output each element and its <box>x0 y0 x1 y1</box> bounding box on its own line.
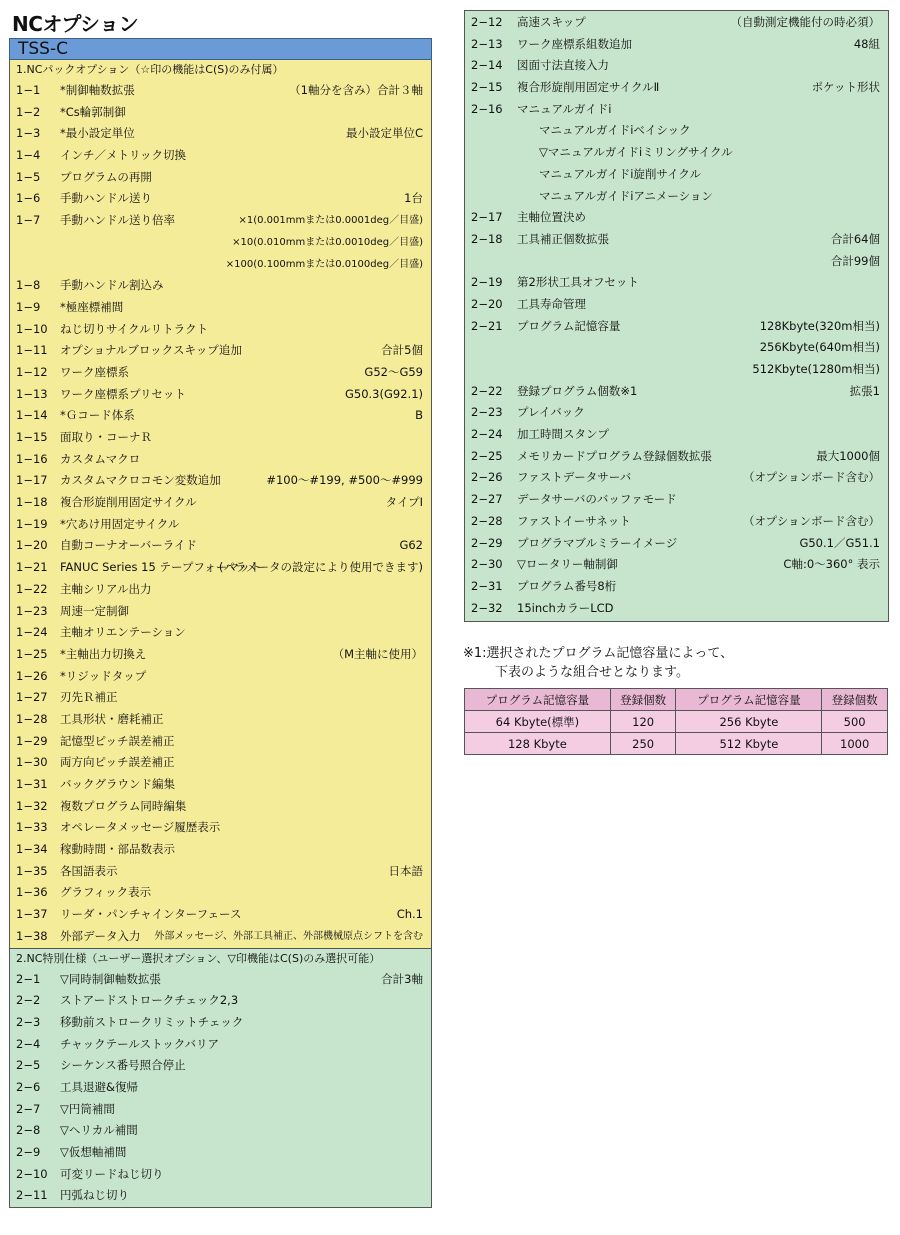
item-label: *主軸出力切換え <box>60 646 147 661</box>
item-number: 2−22 <box>471 383 503 398</box>
item-label: プログラマブルミラーイメージ <box>517 535 678 550</box>
table-row <box>465 711 888 733</box>
list-item <box>10 362 431 384</box>
item-value: 合計99個 <box>830 253 880 268</box>
item-label: *制御軸数拡張 <box>60 83 135 97</box>
list-item <box>10 470 431 492</box>
list-item <box>10 319 431 341</box>
item-label: カスタムマクロ <box>60 451 141 466</box>
list-item <box>465 554 888 576</box>
item-label: 加工時間スタンプ <box>517 427 609 442</box>
item-number: 1−8 <box>16 278 41 293</box>
item-number: 2−23 <box>471 405 503 420</box>
table-cell: 120 <box>610 711 676 733</box>
item-label: *リジッドタップ <box>60 668 147 683</box>
item-number: 1−5 <box>16 169 41 184</box>
item-label: 15inchカラーLCD <box>517 600 614 615</box>
program-capacity-table <box>464 688 888 755</box>
list-item <box>10 80 431 102</box>
list-item <box>465 142 888 164</box>
item-value: 外部メッセージ、外部工具補正、外部機械原点シフトを含む <box>154 930 423 942</box>
item-number: 2−24 <box>471 427 503 442</box>
item-value: （オプションボード含む） <box>743 470 880 485</box>
item-value: ×100(0.100mmまたは0.0100deg／目盛) <box>225 258 423 270</box>
list-item <box>465 207 888 229</box>
list-item <box>465 511 888 533</box>
table-cell: 256 Kbyte <box>676 711 822 733</box>
item-label: ▽円筒補間 <box>60 1101 115 1116</box>
list-item <box>10 1055 431 1077</box>
item-number: 2−4 <box>16 1036 41 1051</box>
item-label: ▽ロータリー軸制御 <box>517 557 618 572</box>
item-number: 2−31 <box>471 578 503 593</box>
item-value: Ch.1 <box>396 907 423 922</box>
item-number: 1−25 <box>16 646 48 661</box>
item-number: 1−23 <box>16 603 48 618</box>
item-label: マニュアルガイドiアニメーション <box>539 188 713 203</box>
table-cell: 250 <box>610 733 676 755</box>
list-item <box>465 272 888 294</box>
item-value: G52〜G59 <box>364 364 423 379</box>
item-number: 2−19 <box>471 275 503 290</box>
nc-special-spec-list-left <box>10 969 431 1208</box>
list-item <box>10 1077 431 1099</box>
item-number: 2−3 <box>16 1014 41 1029</box>
item-value: C軸:0〜360° 表示 <box>783 557 880 572</box>
item-number: 1−21 <box>16 560 48 575</box>
list-item <box>10 340 431 362</box>
item-value: 日本語 <box>388 863 423 878</box>
nc-special-spec-list-right <box>465 12 888 619</box>
item-value: 合計5個 <box>381 343 423 358</box>
item-label: ▽同時制御軸数拡張 <box>60 971 161 986</box>
item-label: 複合形旋削用固定サイクル <box>60 495 197 510</box>
list-item <box>465 467 888 489</box>
item-value: タイプⅠ <box>385 495 423 510</box>
list-item <box>10 579 431 601</box>
item-number: 2−5 <box>16 1058 41 1073</box>
left-column <box>9 38 432 1208</box>
item-number: 1−15 <box>16 430 48 444</box>
item-number: 1−24 <box>16 625 48 640</box>
page-title: NCオプション <box>12 12 139 36</box>
item-label: 面取り・コーナＲ <box>60 430 152 444</box>
table-row <box>465 733 888 755</box>
item-label: チャックテールストックバリア <box>60 1036 220 1051</box>
item-number: 2−18 <box>471 231 503 246</box>
item-value: 256Kbyte(640m相当) <box>759 340 880 355</box>
item-number: 1−20 <box>16 538 48 553</box>
item-number: 1−1 <box>16 83 41 97</box>
list-item <box>465 55 888 77</box>
footnote <box>463 644 733 682</box>
item-number: 1−14 <box>16 408 48 423</box>
item-value: 最大1000個 <box>816 448 880 463</box>
item-number: 2−17 <box>471 210 503 225</box>
item-label: 複数プログラム同時編集 <box>60 798 187 813</box>
item-number: 2−14 <box>471 58 503 73</box>
table-cell: 64 Kbyte(標準) <box>465 711 611 733</box>
list-item <box>10 210 431 232</box>
item-label: プレイバック <box>517 405 585 420</box>
item-label: プログラム番号8桁 <box>517 578 617 593</box>
list-item <box>465 576 888 598</box>
list-item <box>10 492 431 514</box>
nc-pack-options-title: 1.NCパックオプション（☆印の機能はC(S)のみ付属） <box>16 63 284 76</box>
item-number: 2−32 <box>471 600 503 615</box>
item-number: 2−21 <box>471 318 503 333</box>
footnote-line-2: 下表のような組合せとなります。 <box>495 665 689 680</box>
item-number: 1−36 <box>16 885 48 900</box>
item-value: G62 <box>399 538 423 553</box>
item-label: 手動ハンドル送り <box>60 191 152 206</box>
item-label: 可変リードねじ切り <box>60 1166 164 1181</box>
list-item <box>465 446 888 468</box>
list-item <box>10 687 431 709</box>
item-value: （自動測定機能付の時必須） <box>730 15 880 29</box>
footnote-line-1: ※1:選択されたプログラム記憶容量によって、 <box>463 646 734 661</box>
section-header: TSS-C <box>9 38 432 60</box>
list-item <box>10 1164 431 1186</box>
list-item <box>465 598 888 620</box>
item-number: 1−38 <box>16 928 48 943</box>
item-number: 1−9 <box>16 299 41 314</box>
list-item <box>10 557 431 579</box>
item-value: 合計3軸 <box>381 971 423 986</box>
list-item <box>10 709 431 731</box>
item-value: 1台 <box>404 191 423 206</box>
item-value: 48組 <box>853 36 880 51</box>
item-value: 合計64個 <box>830 231 880 246</box>
item-number: 1−18 <box>16 495 48 510</box>
item-label: オプショナルブロックスキップ追加 <box>60 343 242 358</box>
item-label: マニュアルガイドi旋削サイクル <box>539 166 702 181</box>
list-item <box>10 1012 431 1034</box>
item-label: 記憶型ピッチ誤差補正 <box>60 733 175 748</box>
item-number: 2−11 <box>16 1188 48 1203</box>
item-label: 図面寸法直接入力 <box>517 58 609 73</box>
list-item <box>10 188 431 210</box>
item-number: 1−2 <box>16 104 41 119</box>
item-label: 複合形旋削用固定サイクルⅡ <box>517 80 660 95</box>
table-cell: 1000 <box>822 733 888 755</box>
item-label: 手動ハンドル割込み <box>60 278 164 293</box>
item-label: 稼動時間・部品数表示 <box>60 842 175 857</box>
item-number: 2−13 <box>471 36 503 51</box>
list-item <box>10 926 431 948</box>
item-value: 128Kbyte(320m相当) <box>759 318 880 333</box>
item-label: プログラムの再開 <box>60 169 152 184</box>
list-item <box>10 666 431 688</box>
list-item <box>10 102 431 124</box>
list-item <box>10 384 431 406</box>
item-value: （M主軸に使用） <box>332 646 423 661</box>
item-label: マニュアルガイドi <box>517 101 612 116</box>
item-number: 1−37 <box>16 907 48 922</box>
list-item <box>10 1099 431 1121</box>
nc-pack-options-panel <box>9 60 432 949</box>
item-number: 2−10 <box>16 1166 48 1181</box>
list-item <box>465 186 888 208</box>
item-label: ▽仮想軸補間 <box>60 1145 127 1159</box>
list-item <box>10 990 431 1012</box>
item-label: ファストイーサネット <box>517 513 631 528</box>
right-column <box>464 10 889 622</box>
item-number: 1−32 <box>16 798 48 813</box>
item-label: カスタムマクロコモン変数追加 <box>60 473 221 488</box>
list-item <box>465 99 888 121</box>
item-number: 2−20 <box>471 296 503 311</box>
list-item <box>465 12 888 34</box>
item-number: 2−27 <box>471 492 503 507</box>
list-item <box>10 861 431 883</box>
item-value: （オプションボード含む） <box>743 513 880 528</box>
item-label: *Cs輪郭制御 <box>60 104 126 119</box>
item-label: 自動コーナオーバーライド <box>60 538 197 553</box>
list-item <box>465 164 888 186</box>
item-label: *Ｇコード体系 <box>60 408 135 423</box>
list-item <box>465 533 888 555</box>
list-item <box>10 601 431 623</box>
item-label: オペレータメッセージ履歴表示 <box>60 820 221 835</box>
list-item <box>10 535 431 557</box>
item-number: 1−4 <box>16 148 41 163</box>
item-label: 刃先Ｒ補正 <box>60 690 118 705</box>
item-label: *最小設定単位 <box>60 126 135 141</box>
item-label: 手動ハンドル送り倍率 <box>60 213 175 228</box>
list-item <box>10 1034 431 1056</box>
list-item <box>465 294 888 316</box>
table-cell: 500 <box>822 711 888 733</box>
table-cell: 512 Kbyte <box>676 733 822 755</box>
item-value: #100〜#199, #500〜#999 <box>266 473 423 488</box>
item-number: 1−19 <box>16 516 48 531</box>
item-label: ワーク座標系組数追加 <box>517 36 632 51</box>
item-number: 1−26 <box>16 668 48 683</box>
header-cell: プログラム記憶容量 <box>676 689 822 711</box>
item-number: 1−10 <box>16 321 48 336</box>
item-number: 2−12 <box>471 15 503 29</box>
item-label: ストアードストロークチェック2,3 <box>60 993 239 1008</box>
item-value: 最小設定単位C <box>345 126 423 141</box>
list-item <box>465 489 888 511</box>
list-item <box>465 337 888 359</box>
item-value: G50.3(G92.1) <box>344 386 423 401</box>
list-item <box>465 381 888 403</box>
item-label: 第2形状工具オフセット <box>517 275 639 290</box>
list-item <box>465 424 888 446</box>
list-item <box>465 402 888 424</box>
list-item <box>10 232 431 254</box>
item-number: 1−30 <box>16 755 48 770</box>
list-item <box>10 427 431 449</box>
item-label: ▽マニュアルガイドiミリングサイクル <box>539 145 733 160</box>
item-number: 2−7 <box>16 1101 41 1116</box>
header-cell: 登録個数 <box>822 689 888 711</box>
item-number: 1−33 <box>16 820 48 835</box>
item-number: 2−30 <box>471 557 503 572</box>
list-item <box>465 359 888 381</box>
item-number: 2−6 <box>16 1079 41 1094</box>
item-value: (パラメータの設定により使用できます) <box>218 560 423 575</box>
list-item <box>10 752 431 774</box>
list-item <box>10 145 431 167</box>
item-number: 1−35 <box>16 863 48 878</box>
item-label: *極座標補間 <box>60 299 124 314</box>
item-label: 登録プログラム個数※1 <box>517 383 638 398</box>
item-number: 1−11 <box>16 343 48 358</box>
list-item <box>465 229 888 251</box>
list-item <box>10 817 431 839</box>
list-item <box>465 316 888 338</box>
item-number: 1−12 <box>16 364 48 379</box>
item-number: 2−16 <box>471 101 503 116</box>
table-header-row <box>465 689 888 711</box>
list-item <box>10 731 431 753</box>
list-item <box>10 644 431 666</box>
item-label: ワーク座標系プリセット <box>60 386 186 401</box>
item-value: ×10(0.010mmまたは0.0010deg／目盛) <box>232 236 423 248</box>
item-label: 各国語表示 <box>60 863 118 878</box>
item-label: 工具退避&復帰 <box>60 1079 138 1094</box>
item-value: ポケット形状 <box>811 80 880 95</box>
list-item <box>10 622 431 644</box>
item-label: 高速スキップ <box>517 15 586 29</box>
item-number: 2−25 <box>471 448 503 463</box>
item-value: （1軸分を含み）合計３軸 <box>289 83 423 97</box>
item-number: 1−3 <box>16 126 41 141</box>
list-item <box>10 839 431 861</box>
list-item <box>465 34 888 56</box>
list-item <box>465 77 888 99</box>
item-label: 主軸オリエンテーション <box>60 625 186 640</box>
item-label: 外部データ入力 <box>60 928 141 943</box>
item-number: 1−13 <box>16 386 48 401</box>
item-value: 512Kbyte(1280m相当) <box>752 362 880 376</box>
nc-special-spec-title: 2.NC特別仕様（ユーザー選択オプション、▽印機能はC(S)のみ選択可能） <box>16 951 381 965</box>
item-number: 1−6 <box>16 191 41 206</box>
item-number: 1−29 <box>16 733 48 748</box>
item-label: 主軸シリアル出力 <box>60 581 152 596</box>
item-label: インチ／メトリック切換 <box>60 148 187 163</box>
list-item <box>10 254 431 276</box>
item-label: 移動前ストロークリミットチェック <box>60 1014 244 1029</box>
item-number: 1−34 <box>16 842 48 857</box>
item-label: 周速一定制御 <box>60 603 129 618</box>
item-number: 1−31 <box>16 777 48 791</box>
item-number: 1−7 <box>16 213 41 228</box>
list-item <box>10 1120 431 1142</box>
header-cell: プログラム記憶容量 <box>465 689 611 711</box>
list-item <box>10 774 431 796</box>
header-cell: 登録個数 <box>610 689 676 711</box>
nc-special-spec-panel <box>9 949 432 1209</box>
item-value: 拡張1 <box>849 383 880 398</box>
list-item <box>10 167 431 189</box>
list-item <box>10 1185 431 1207</box>
item-label: データサーバのバッファモード <box>517 492 677 507</box>
item-label: 円弧ねじ切り <box>60 1188 129 1203</box>
list-item <box>10 275 431 297</box>
item-label: バックグラウンド編集 <box>60 777 175 791</box>
list-item <box>10 449 431 471</box>
list-item <box>10 1142 431 1164</box>
item-value: ×1(0.001mmまたは0.0001deg／目盛) <box>238 215 423 227</box>
item-number: 1−28 <box>16 711 48 726</box>
list-item <box>10 514 431 536</box>
item-number: 2−29 <box>471 535 503 550</box>
item-value: G50.1／G51.1 <box>799 535 880 550</box>
item-label: シーケンス番号照合停止 <box>60 1058 186 1073</box>
list-item <box>10 123 431 145</box>
item-number: 2−9 <box>16 1145 41 1159</box>
item-number: 2−26 <box>471 470 503 485</box>
list-item <box>10 405 431 427</box>
item-label: 工具寿命管理 <box>517 296 586 311</box>
item-label: グラフィック表示 <box>60 885 152 900</box>
item-label: *穴あけ用固定サイクル <box>60 516 180 531</box>
list-item <box>465 120 888 142</box>
item-number: 1−17 <box>16 473 48 488</box>
item-value: B <box>415 408 423 423</box>
item-number: 1−16 <box>16 451 48 466</box>
item-label: 工具補正個数拡張 <box>517 231 609 246</box>
item-label: 両方向ピッチ誤差補正 <box>60 755 175 770</box>
item-label: 主軸位置決め <box>517 210 586 225</box>
list-item <box>10 882 431 904</box>
item-label: プログラム記憶容量 <box>517 318 621 333</box>
item-number: 2−1 <box>16 971 41 986</box>
item-label: ファストデータサーバ <box>517 470 632 485</box>
item-number: 2−28 <box>471 513 503 528</box>
table-cell: 128 Kbyte <box>465 733 611 755</box>
list-item <box>10 969 431 991</box>
item-label: メモリカードプログラム登録個数拡張 <box>517 448 712 463</box>
item-number: 1−22 <box>16 581 48 596</box>
item-number: 2−8 <box>16 1123 41 1138</box>
list-item <box>10 904 431 926</box>
nc-special-spec-panel-continued <box>464 10 889 622</box>
item-number: 2−2 <box>16 993 41 1008</box>
item-label: 工具形状・磨耗補正 <box>60 711 164 726</box>
list-item <box>10 297 431 319</box>
item-label: リーダ・パンチャインターフェース <box>60 907 242 922</box>
item-label: ▽ヘリカル補間 <box>60 1123 138 1138</box>
item-number: 2−15 <box>471 80 503 95</box>
nc-pack-options-list <box>10 80 431 948</box>
item-label: FANUC Series 15 テープフォーマット <box>60 560 262 575</box>
item-number: 1−27 <box>16 690 48 705</box>
item-label: ワーク座標系 <box>60 364 129 379</box>
list-item <box>10 796 431 818</box>
item-label: ねじ切りサイクルリトラクト <box>60 321 209 336</box>
item-label: マニュアルガイドiベイシック <box>539 123 691 138</box>
list-item <box>465 251 888 273</box>
